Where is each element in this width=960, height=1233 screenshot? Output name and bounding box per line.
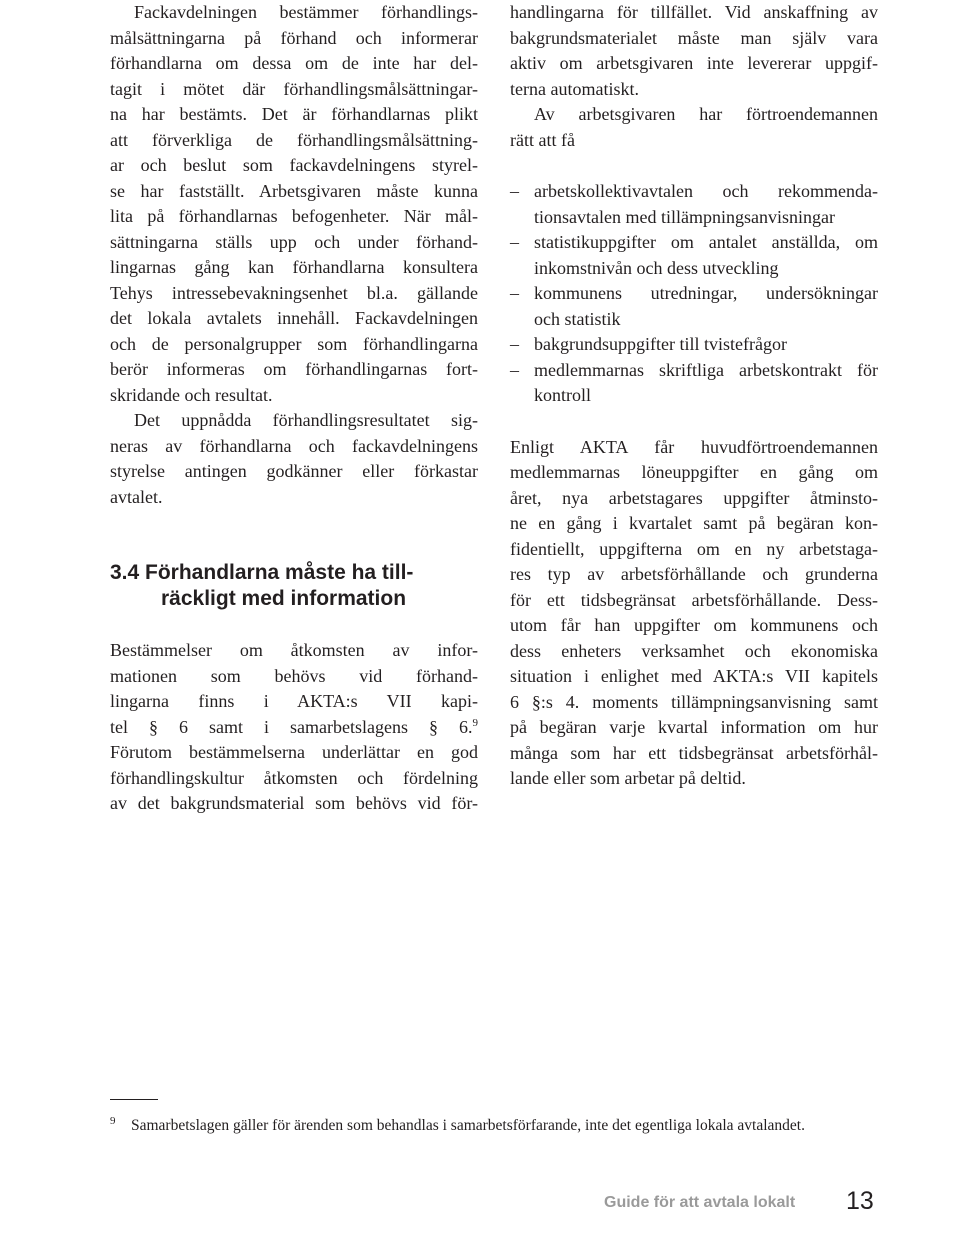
text-line: sättningarna ställs upp och under förhand-: [110, 231, 478, 252]
footnote-reference: 9: [472, 716, 478, 729]
text-line: handlingarna för tillfället. Vid anskaffning av: [510, 2, 878, 22]
right-column: [510, 0, 878, 792]
right-para-2: [510, 102, 878, 153]
text-line: skridande och resultat.: [110, 384, 273, 405]
text-line-content: tel § 6 samt i samarbetslagens § 6.: [110, 716, 473, 737]
text-line: arbetskollektivavtalen och rekommenda-: [534, 181, 878, 201]
text-line: ar och beslut som fackavdelningens styrel-: [110, 155, 478, 175]
text-line: tionsavtalen med tillämpningsanvisningar: [534, 206, 835, 227]
text-line: kommunens utredningar, undersökningar: [534, 283, 878, 303]
text-line: terna automatiskt.: [510, 78, 639, 99]
list-item: [510, 179, 878, 230]
section-heading: [110, 560, 478, 612]
text-line: Av arbetsgivaren har förtroendemannen: [534, 104, 878, 124]
footnote-text: Samarbetslagen gäller för ärenden som behandlas i samarbetsförfarande, inte det egentliga lokala avtalandet.: [131, 1117, 805, 1134]
text-line: lita på förhandlarnas befogenheter. När mål-: [110, 206, 478, 226]
text-line: och statistik: [534, 308, 621, 329]
text-line: situation i enlighet med AKTA:s VII kapitels: [510, 666, 878, 686]
dash-marker: –: [510, 181, 519, 201]
text-line: rätt att få: [510, 129, 575, 150]
left-para-1: [110, 0, 478, 408]
footnote: [110, 1110, 890, 1137]
left-column: [110, 0, 478, 817]
running-footer-title: Guide för att avtala lokalt: [604, 1194, 796, 1211]
bullet-list: [510, 179, 878, 409]
text-line: Förutom bestämmelserna underlättar en god: [110, 742, 478, 762]
text-line: lande eller som arbetar på deltid.: [510, 768, 746, 788]
text-line: många som har ett tidsbegränsat arbetsförhål-: [510, 742, 878, 763]
text-line: statistikuppgifter om antalet anställda, om: [534, 232, 878, 252]
text-line: att förverkliga de förhandlingsmålsättning-: [110, 129, 478, 150]
text-line: 6 §:s 4. moments tillämpningsanvisning samt: [510, 691, 878, 712]
text-line: mationen som behövs vid förhand-: [110, 665, 478, 686]
text-line: året, nya arbetstagares uppgifter åtminsto-: [510, 487, 878, 508]
text-line: styrelse antingen godkänner eller förkastar: [110, 461, 478, 481]
text-line: kontroll: [534, 385, 591, 405]
footnote-number: 9: [110, 1115, 116, 1127]
text-line: medlemmarnas skriftliga arbetskontrakt för: [534, 359, 878, 380]
list-item: [510, 332, 878, 358]
text-line: lingarna finns i AKTA:s VII kapi-: [110, 691, 478, 711]
text-line: neras av förhandlarna och fackavdelningens: [110, 435, 478, 456]
text-line: bakgrundsuppgifter till tvistefrågor: [534, 334, 787, 354]
text-line: na har bestämts. Det är förhandlarnas plikt: [110, 104, 478, 124]
text-line: berör informeras om förhandlingarnas fort-: [110, 359, 478, 379]
text-line: avtalet.: [110, 486, 163, 507]
text-line: Tehys intressebevakningsenhet bl.a. gällande: [110, 282, 478, 303]
dash-marker: –: [510, 232, 519, 252]
text-line: lingarnas gång kan förhandlarna konsultera: [110, 257, 478, 277]
text-line: på begäran varje kvartal information om hur: [510, 717, 878, 737]
text-line: och de personalgrupper som förhandlingarna: [110, 333, 478, 354]
list-item: [510, 281, 878, 332]
heading-line: 3.4 Förhandlarna måste ha till-: [110, 561, 414, 584]
list-item: [510, 230, 878, 281]
dash-marker: –: [510, 359, 519, 380]
text-line: ne en gång i kvartalet samt på begäran kon-: [510, 513, 878, 533]
text-line: Det uppnådda förhandlingsresultatet sig-: [134, 410, 478, 430]
text-line: Bestämmelser om åtkomsten av infor-: [110, 640, 478, 660]
text-line: inkomstnivån och dess utveckling: [534, 257, 779, 278]
text-line: utom får han uppgifter om kommunens och: [510, 615, 878, 635]
dash-marker: –: [510, 283, 519, 303]
text-line: förhandlingskultur åtkomsten och fördelning: [110, 767, 478, 788]
text-line: medlemmarnas löneuppgifter en gång om: [510, 462, 878, 482]
text-line: bakgrundsmaterialet måste man själv vara: [510, 27, 878, 48]
footnote-divider: [110, 1099, 158, 1100]
list-item: [510, 358, 878, 409]
text-line: Enligt AKTA får huvudförtroendemannen: [510, 436, 878, 457]
text-line: tagit i mötet där förhandlingsmålsättningar-: [110, 78, 478, 99]
text-line: Fackavdelningen bestämmer förhandlings-: [134, 2, 478, 22]
right-para-3: [510, 435, 878, 792]
left-para-2: [110, 408, 478, 510]
text-line: aktiv om arbetsgivaren inte levererar uppgif-: [510, 53, 878, 73]
page-number: 13: [846, 1187, 874, 1215]
text-line: [110, 715, 478, 741]
heading-line: räckligt med information: [161, 587, 407, 610]
text-line: av det bakgrundsmaterial som behövs vid för-: [110, 793, 478, 813]
text-line: målsättningarna på förhand och informerar: [110, 27, 478, 48]
text-line: fidentiellt, uppgifterna om en ny arbetstaga-: [510, 538, 878, 559]
dash-marker: –: [510, 334, 519, 354]
text-line: dess enheters verksamhet och ekonomiska: [510, 640, 878, 661]
text-line: res typ av arbetsförhållande och grunderna: [510, 564, 878, 584]
text-line: det lokala avtalets innehåll. Fackavdelningen: [110, 308, 478, 328]
right-para-1: [510, 0, 878, 102]
left-para-3: [110, 638, 478, 740]
text-line: för ett tidsbegränsat arbetsförhållande. Dess-: [510, 589, 878, 610]
text-line: se har fastställt. Arbetsgivaren måste kunna: [110, 180, 478, 201]
text-line: förhandlarna om dessa om de inte har del-: [110, 53, 478, 73]
left-para-4: [110, 740, 478, 817]
